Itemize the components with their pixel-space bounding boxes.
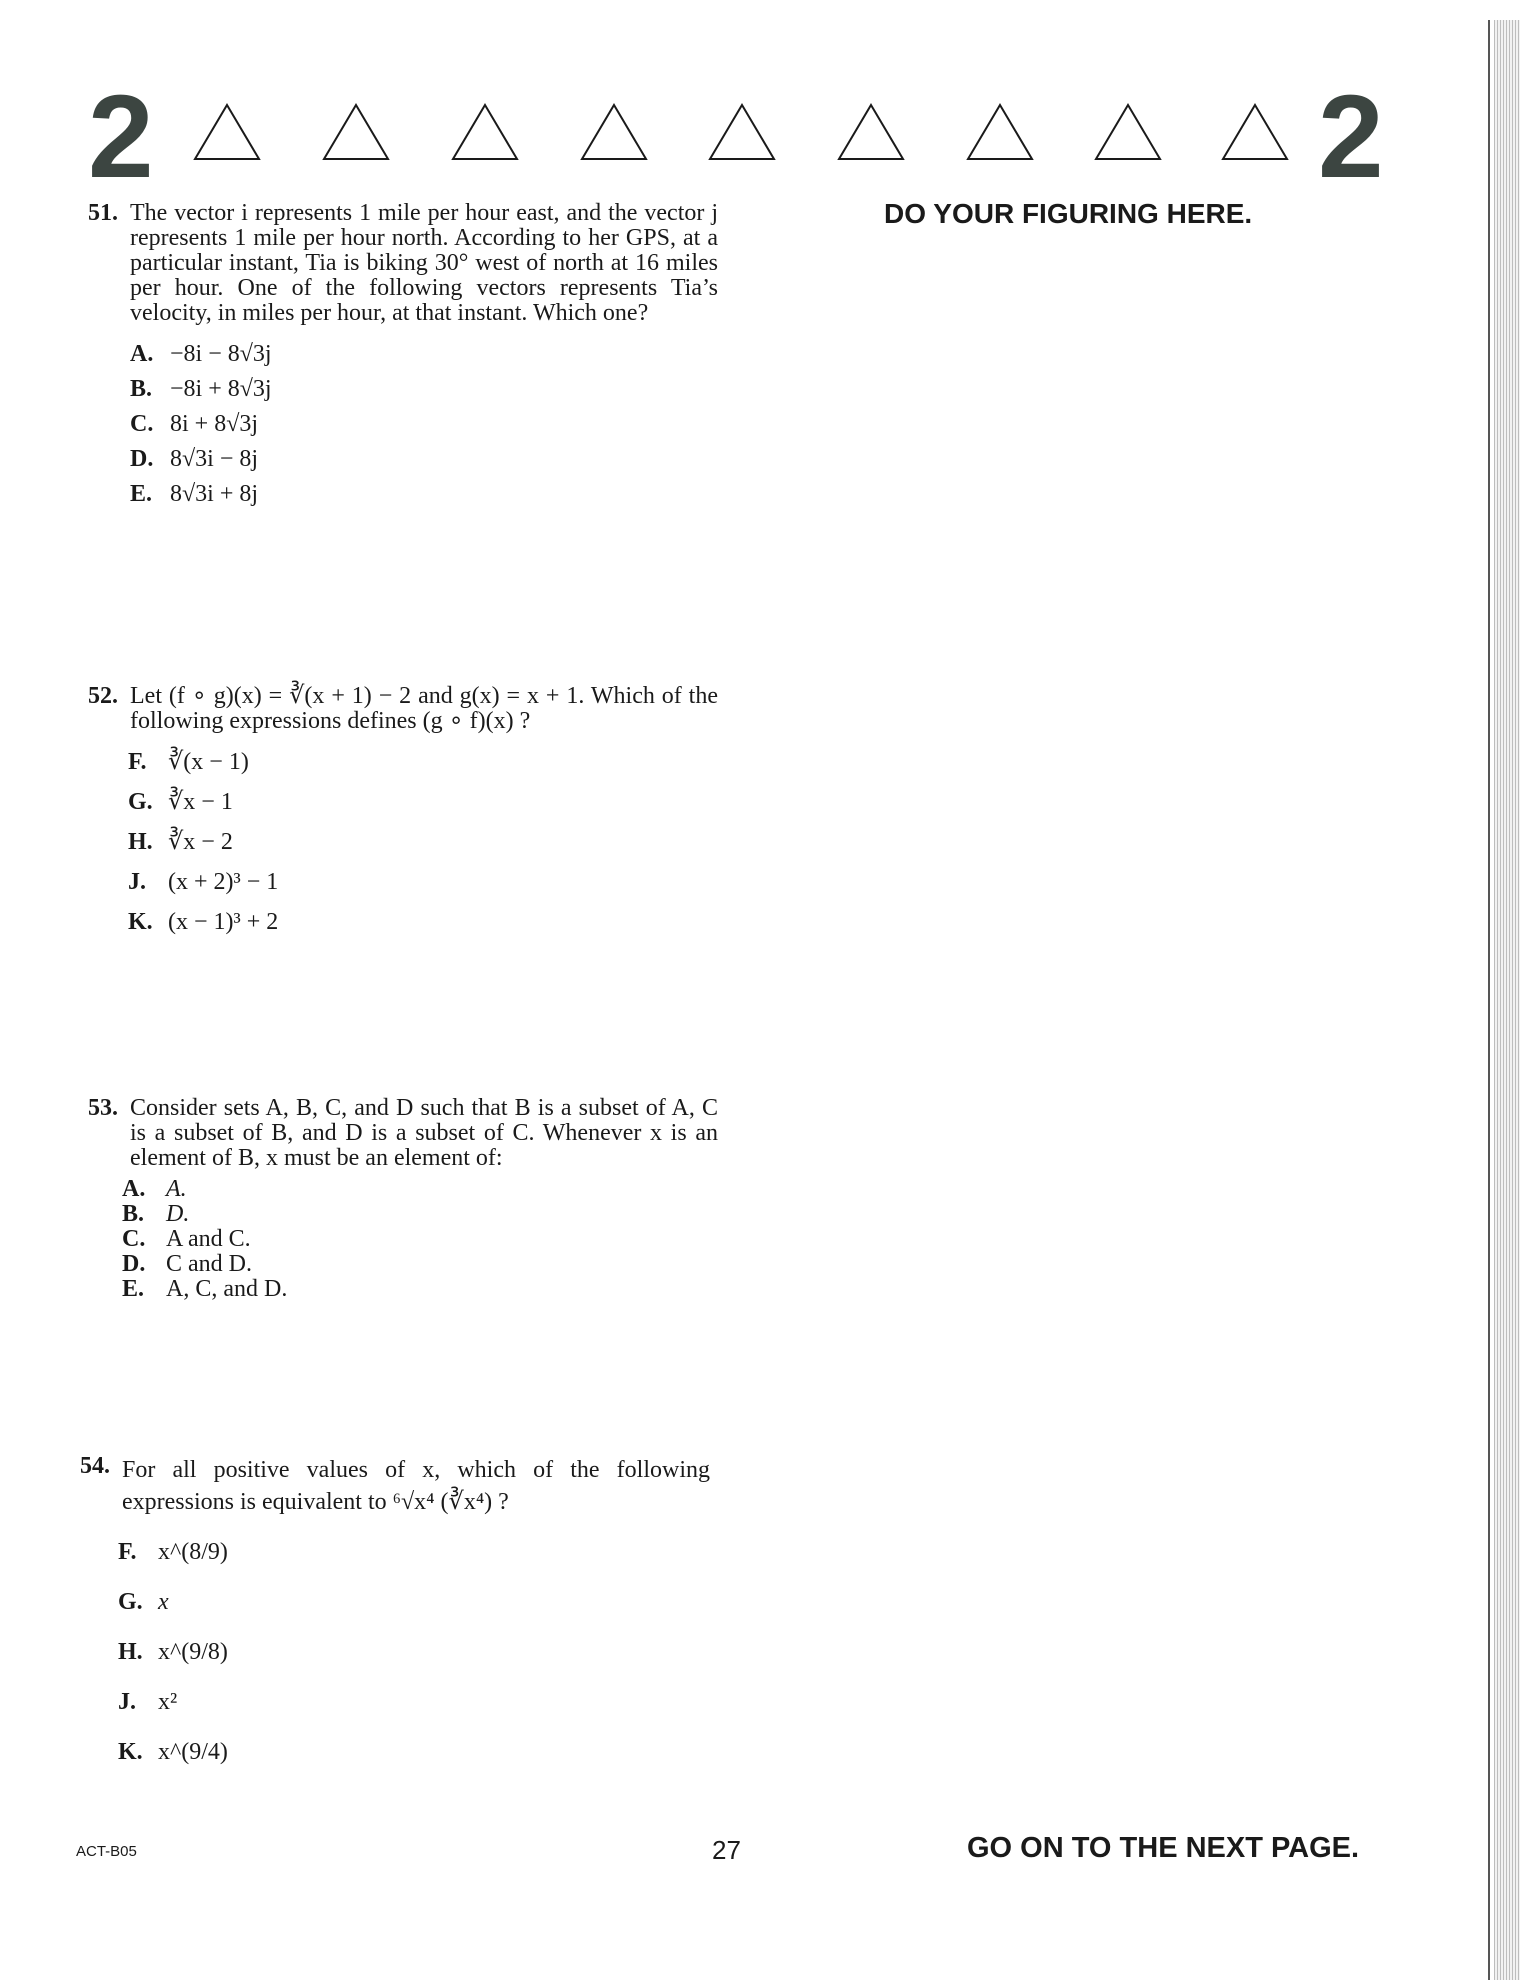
option-letter: C. — [130, 411, 154, 437]
answer-option[interactable] — [122, 1177, 718, 1202]
option-letter: K. — [118, 1739, 143, 1765]
question-stem: Let (f ∘ g)(x) = ∛(x + 1) − 2 and g(x) = x + 1. Which of the following expressions defines (g ∘ f)(x) ? — [130, 683, 718, 734]
question-52 — [88, 684, 718, 950]
option-letter: J. — [118, 1689, 136, 1715]
option-text: D. — [166, 1201, 190, 1227]
answer-option[interactable] — [128, 790, 718, 830]
answer-option[interactable] — [118, 1540, 710, 1590]
option-letter: D. — [122, 1251, 146, 1277]
option-text: ∛x − 1 — [168, 789, 233, 815]
figuring-label: DO YOUR FIGURING HERE. — [884, 198, 1253, 229]
answer-option[interactable] — [122, 1202, 718, 1227]
answer-option[interactable] — [128, 830, 718, 870]
question-number: 54. — [80, 1453, 110, 1479]
option-text: −8i − 8√3j — [170, 341, 272, 367]
answer-option[interactable] — [130, 342, 718, 377]
option-letter: J. — [128, 869, 146, 895]
option-text: x^(8/9) — [158, 1539, 228, 1565]
triangle-icon — [836, 102, 906, 162]
option-text: x — [158, 1589, 169, 1615]
next-page-instruction: GO ON TO THE NEXT PAGE. — [967, 1832, 1360, 1864]
answer-option[interactable] — [122, 1227, 718, 1252]
question-number: 51. — [88, 200, 118, 226]
option-letter: G. — [118, 1589, 143, 1615]
option-text: (x − 1)³ + 2 — [168, 909, 279, 935]
option-letter: F. — [118, 1539, 137, 1565]
question-stem: Consider sets A, B, C, and D such that B is a subset of A, C is a subset of B, and D is a subset of C. Whenever x is an element of B, x must be an element of: — [130, 1095, 718, 1171]
option-letter: A. — [122, 1176, 146, 1202]
answer-option[interactable] — [128, 910, 718, 950]
option-text: 8√3i + 8j — [170, 481, 259, 507]
answer-option[interactable] — [128, 750, 718, 790]
page-number: 27 — [712, 1835, 741, 1865]
footer-form-code: ACT-B05 — [76, 1843, 137, 1860]
option-text: A, C, and D. — [166, 1276, 288, 1302]
triangle-icon — [450, 102, 520, 162]
option-text: x^(9/4) — [158, 1739, 228, 1765]
answer-option[interactable] — [130, 377, 718, 412]
question-54 — [80, 1454, 710, 1790]
triangle-icon — [192, 102, 262, 162]
question-stem: The vector i represents 1 mile per hour east, and the vector j represents 1 mile per hour north. According to her GPS, at a particular instant, Tia is biking 30° west of north at 16 miles per hour. One of the following vectors represents Tia’s velocity, in miles per hour, at that instant. Which one? — [130, 200, 718, 326]
answer-option[interactable] — [118, 1690, 710, 1740]
option-letter: D. — [130, 446, 154, 472]
triangle-icon — [1093, 102, 1163, 162]
question-number: 53. — [88, 1095, 118, 1121]
option-letter: B. — [130, 376, 153, 402]
option-letter: H. — [128, 829, 153, 855]
answer-option[interactable] — [128, 870, 718, 910]
option-letter: E. — [130, 481, 153, 507]
triangle-icon — [579, 102, 649, 162]
option-text: 8i + 8√3j — [170, 411, 259, 437]
triangle-icon — [707, 102, 777, 162]
option-text: 8√3i − 8j — [170, 446, 259, 472]
page-edge-shadow — [1494, 20, 1520, 1980]
triangle-icon — [1220, 102, 1290, 162]
question-stem: For all positive values of x, which of the following expressions is equivalent to ⁶√x⁴ (∛x⁴) ? — [122, 1457, 710, 1515]
option-letter: B. — [122, 1201, 145, 1227]
option-letter: F. — [128, 749, 147, 775]
option-text: (x + 2)³ − 1 — [168, 869, 279, 895]
section-number-left: 2 — [88, 71, 154, 203]
option-text: x^(9/8) — [158, 1639, 228, 1665]
option-text: A and C. — [166, 1226, 251, 1252]
answer-option[interactable] — [130, 412, 718, 447]
answer-option[interactable] — [122, 1277, 718, 1302]
option-letter: G. — [128, 789, 153, 815]
option-text: C and D. — [166, 1251, 252, 1277]
option-letter: C. — [122, 1226, 146, 1252]
answer-option[interactable] — [118, 1590, 710, 1640]
option-letter: A. — [130, 341, 154, 367]
triangle-icon — [965, 102, 1035, 162]
question-53 — [88, 1096, 718, 1302]
answer-option[interactable] — [122, 1252, 718, 1277]
triangle-icon — [321, 102, 391, 162]
answer-option[interactable] — [130, 447, 718, 482]
option-letter: K. — [128, 909, 153, 935]
option-text: −8i + 8√3j — [170, 376, 272, 402]
question-51 — [88, 201, 718, 517]
page-edge-line — [1488, 20, 1490, 1980]
option-text: ∛(x − 1) — [168, 749, 249, 775]
option-text: x² — [158, 1689, 178, 1715]
option-letter: H. — [118, 1639, 143, 1665]
option-text: A. — [166, 1176, 187, 1202]
answer-option[interactable] — [118, 1740, 710, 1790]
option-text: ∛x − 2 — [168, 829, 233, 855]
question-number: 52. — [88, 683, 118, 709]
option-letter: E. — [122, 1276, 145, 1302]
answer-option[interactable] — [130, 482, 718, 517]
section-number-right: 2 — [1318, 71, 1384, 203]
answer-option[interactable] — [118, 1640, 710, 1690]
